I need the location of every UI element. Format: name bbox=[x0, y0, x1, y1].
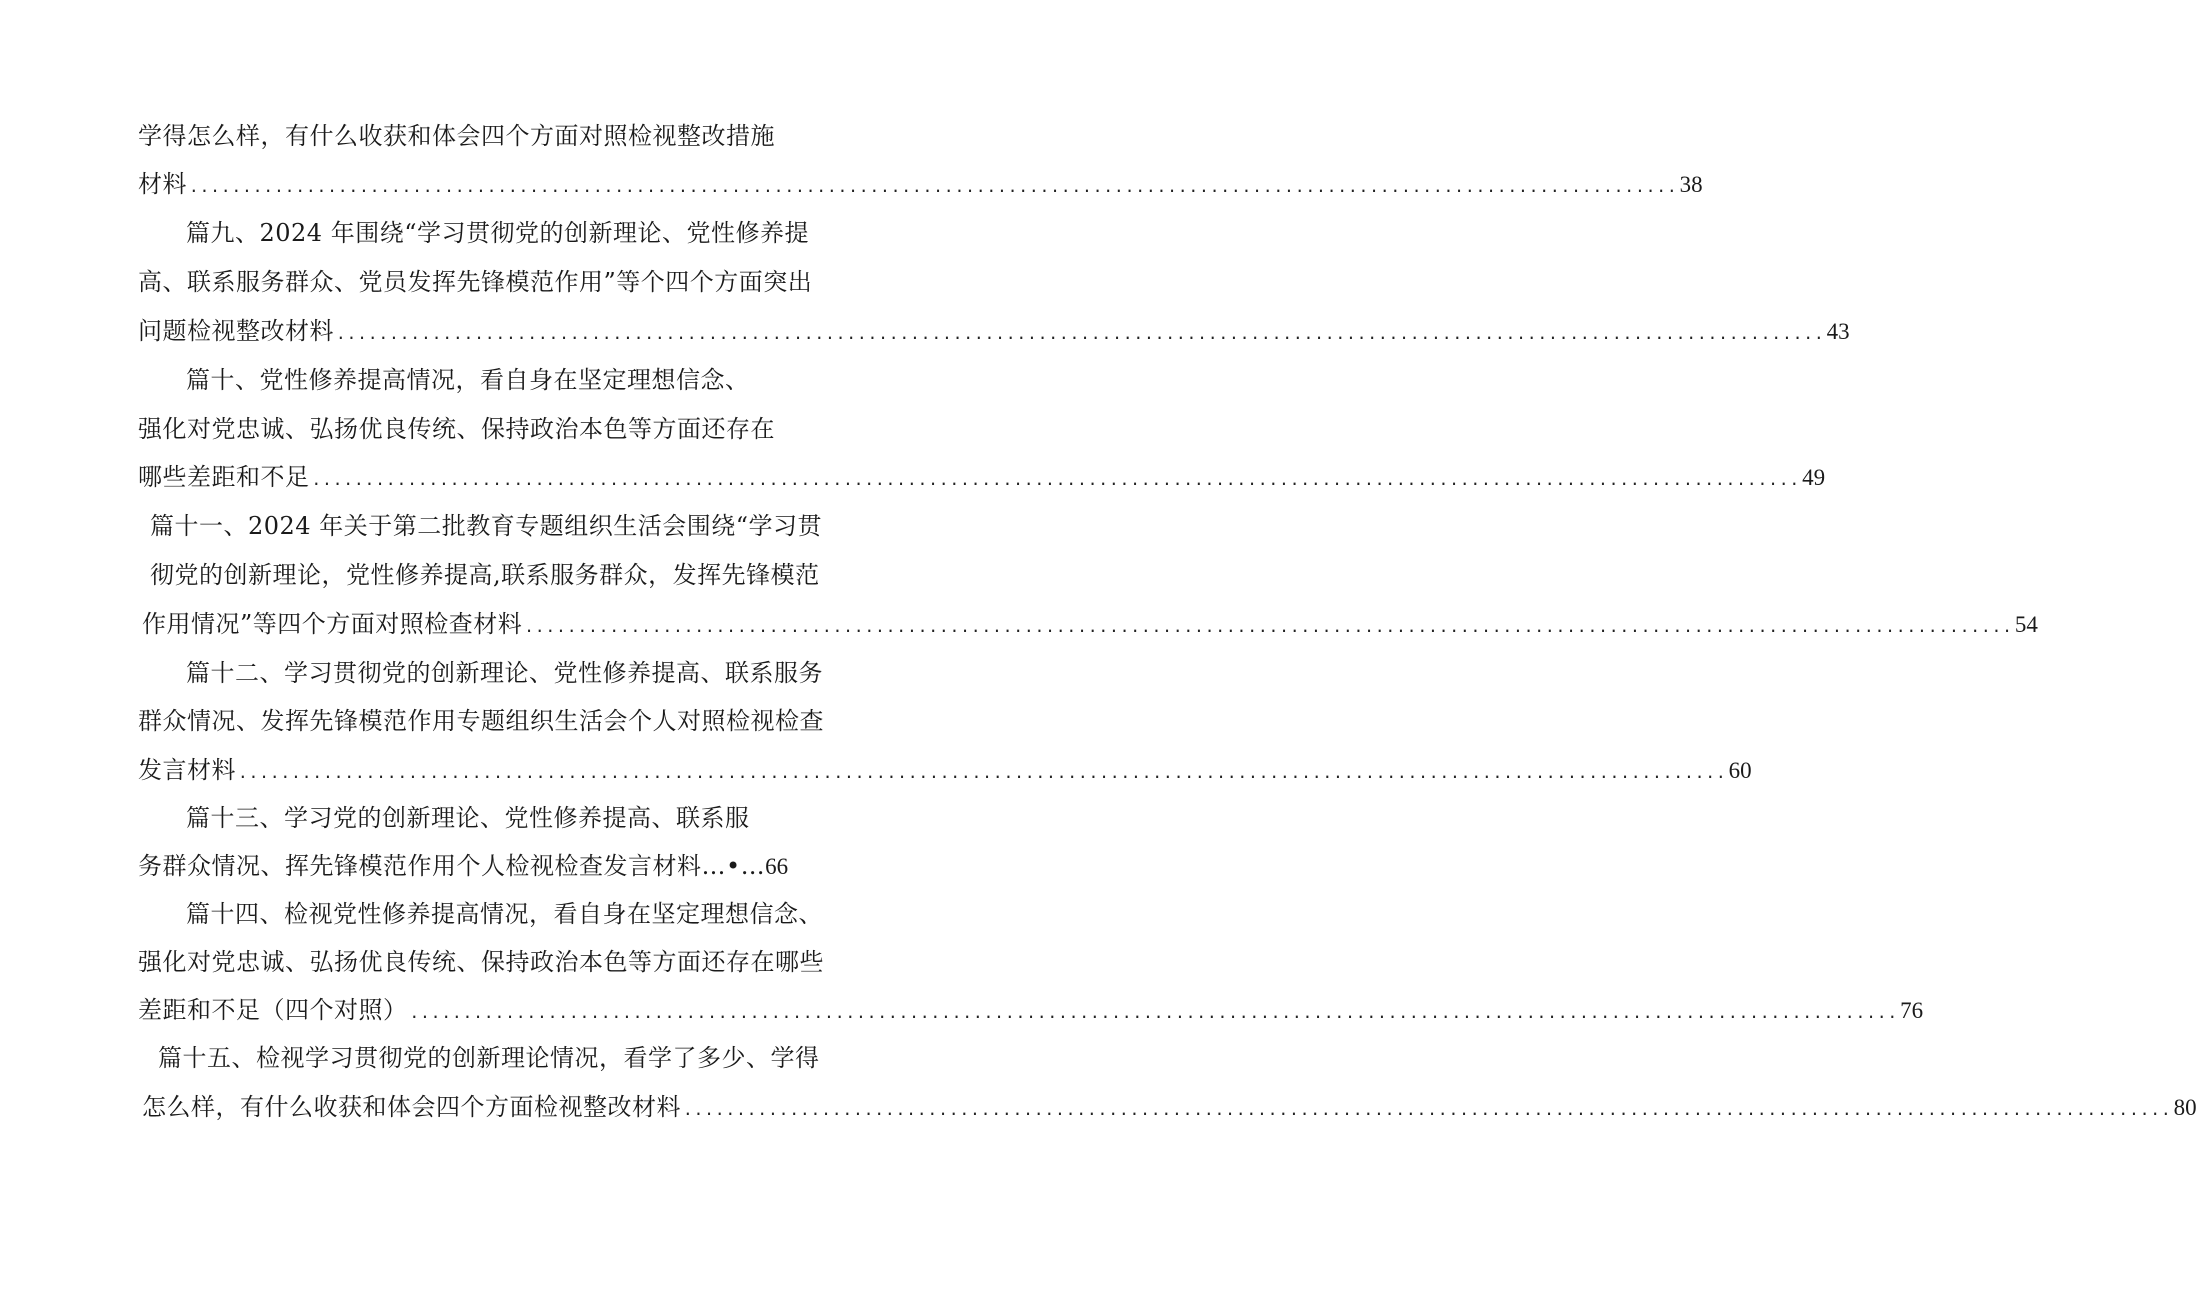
page-number: 43 bbox=[1826, 319, 1850, 344]
toc-text: 高、联系服务群众、党员发挥先锋模范作用”等个四个方面突出 bbox=[138, 268, 813, 296]
page-number: 49 bbox=[1802, 465, 1826, 490]
toc-text: 差距和不足（四个对照） bbox=[138, 996, 408, 1024]
toc-text: 发言材料 bbox=[138, 756, 236, 784]
toc-text: 作用情况”等四个方面对照检查材料 bbox=[142, 610, 523, 638]
page-number: 76 bbox=[1900, 998, 1924, 1023]
toc-text: 哪些差距和不足 bbox=[138, 463, 310, 491]
dot-leader: ............................................................................................................................................ bbox=[336, 324, 1825, 343]
toc-entry-last-line[interactable] bbox=[138, 164, 1703, 204]
toc-text: 彻党的创新理论，党性修养提高,联系服务群众，发挥先锋模范 bbox=[150, 561, 820, 589]
toc-entry-last-line[interactable] bbox=[138, 846, 789, 886]
toc-text: 篇九、2024 年围绕“学习贯彻党的创新理论、党性修养提 bbox=[186, 219, 809, 247]
toc-line bbox=[150, 555, 820, 595]
toc-text: 学得怎么样，有什么收获和体会四个方面对照检视整改措施 bbox=[138, 122, 775, 150]
toc-text: 怎么样，有什么收获和体会四个方面检视整改材料 bbox=[142, 1093, 681, 1121]
toc-entry-last-line[interactable] bbox=[138, 457, 1826, 497]
toc-line bbox=[186, 653, 823, 693]
toc-text: 篇十五、检视学习贯彻党的创新理论情况，看学了多少、学得 bbox=[158, 1044, 820, 1072]
toc-line bbox=[158, 1038, 820, 1078]
toc-text: 务群众情况、挥先锋模范作用个人检视检查发言材料…•… bbox=[138, 852, 766, 880]
toc-text: 强化对党忠诚、弘扬优良传统、保持政治本色等方面还存在 bbox=[138, 415, 775, 443]
toc-line bbox=[186, 213, 809, 253]
toc-text: 篇十四、检视党性修养提高情况，看自身在坚定理想信念、 bbox=[186, 900, 823, 928]
toc-text: 群众情况、发挥先锋模范作用专题组织生活会个人对照检视检查 bbox=[138, 707, 824, 735]
toc-text: 强化对党忠诚、弘扬优良传统、保持政治本色等方面还存在哪些 bbox=[138, 948, 824, 976]
toc-text: 问题检视整改材料 bbox=[138, 317, 334, 345]
toc-line bbox=[186, 360, 750, 400]
page-number: 80 bbox=[2173, 1095, 2197, 1120]
dot-leader: ............................................................................................................................................ bbox=[409, 1003, 1899, 1022]
toc-line bbox=[186, 798, 750, 838]
dot-leader: ............................................................................................................................................ bbox=[189, 177, 1678, 196]
toc-entry-last-line[interactable] bbox=[142, 604, 2038, 644]
toc-line bbox=[138, 116, 775, 156]
toc-text: 篇十一、2024 年关于第二批教育专题组织生活会围绕“学习贯 bbox=[150, 512, 822, 540]
toc-entry-last-line[interactable] bbox=[138, 990, 1924, 1030]
toc-line bbox=[150, 506, 822, 546]
toc-line bbox=[138, 942, 824, 982]
toc-line bbox=[186, 894, 823, 934]
dot-leader: ............................................................................................................................................ bbox=[524, 617, 2013, 636]
page-number: 60 bbox=[1728, 758, 1752, 783]
dot-leader: ............................................................................................................................................ bbox=[238, 763, 1727, 782]
toc-entry-last-line[interactable] bbox=[138, 311, 1850, 351]
page-number: 54 bbox=[2014, 612, 2038, 637]
toc-line bbox=[138, 262, 812, 302]
toc-line bbox=[138, 409, 775, 449]
toc-entry-last-line[interactable] bbox=[138, 750, 1752, 790]
toc-text: 篇十二、学习贯彻党的创新理论、党性修养提高、联系服务 bbox=[186, 659, 823, 687]
page-number: 38 bbox=[1679, 172, 1703, 197]
toc-entry-last-line[interactable] bbox=[142, 1087, 2197, 1127]
toc-line bbox=[138, 701, 824, 741]
dot-leader: ............................................................................................................................................ bbox=[683, 1100, 2172, 1119]
page-number: 66 bbox=[765, 854, 789, 879]
toc-text: 篇十、党性修养提高情况，看自身在坚定理想信念、 bbox=[186, 366, 750, 394]
toc-text: 材料 bbox=[138, 170, 187, 198]
dot-leader: ............................................................................................................................................ bbox=[311, 470, 1801, 489]
toc-text: 篇十三、学习党的创新理论、党性修养提高、联系服 bbox=[186, 804, 750, 832]
